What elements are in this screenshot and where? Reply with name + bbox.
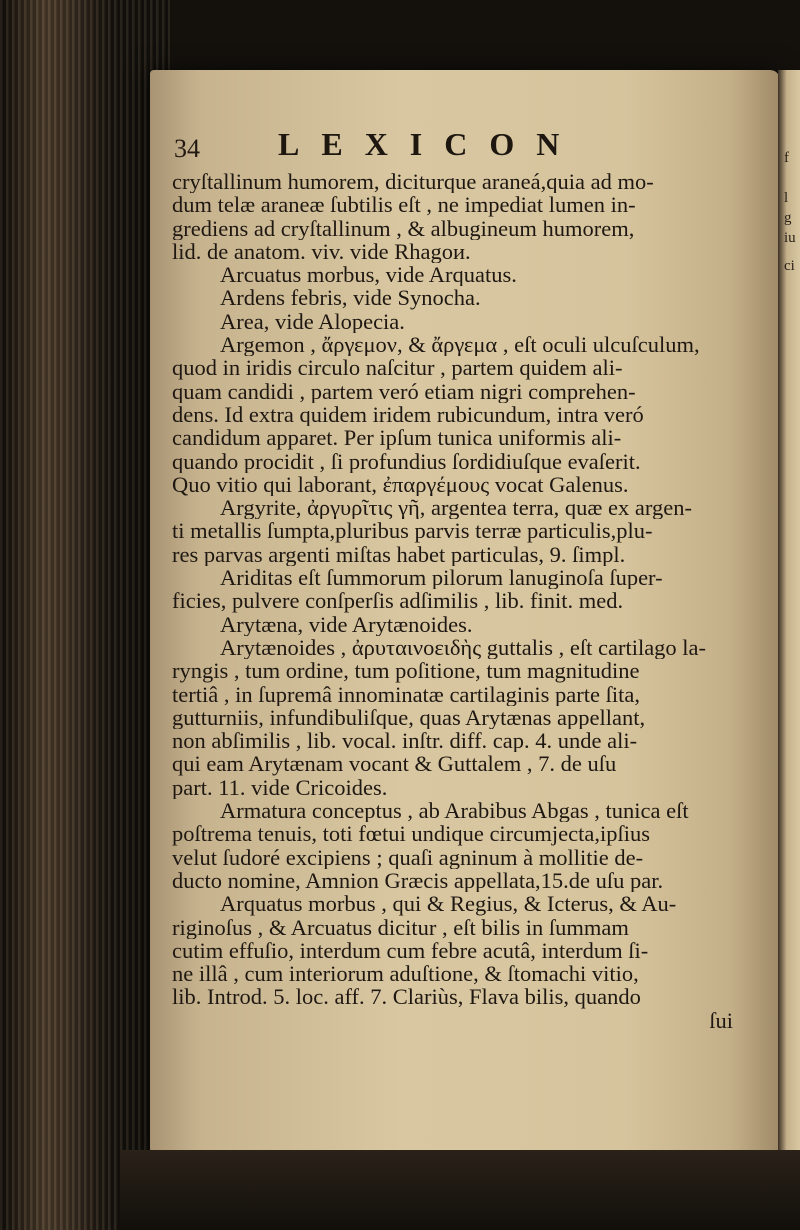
margin-fragment: iu <box>784 230 796 246</box>
entry-arytaenoides: Arytænoides , ἀρυταινοειδὴς guttalis , eſt cartilago la- <box>220 635 707 660</box>
entry-arytaena: Arytæna, vide Arytænoides. <box>220 612 473 636</box>
running-title: LEXICON <box>278 126 582 162</box>
text-line: lib. Introd. 5. loc. aff. 7. Clariùs, Flava bilis, quando <box>172 985 641 1009</box>
text-line: ficies, pulvere conſperſis adſimilis , lib. finit. med. <box>172 589 624 613</box>
entry-argyrite: Argyrite, ἀργυρῖτις γῆ, argentea terra, quæ ex argen- <box>220 496 692 520</box>
page-body-text <box>172 170 747 1032</box>
catchword: ſui <box>709 1008 733 1032</box>
text-line: ti metallis ſumpta,pluribus parvis terræ particulis,plu- <box>172 519 653 543</box>
book-edge-pages <box>0 0 170 1230</box>
text-line: lid. de anatom. viv. vide Rhagoи. <box>172 239 471 264</box>
margin-fragment: f <box>784 150 789 166</box>
book-page <box>150 70 780 1160</box>
facing-page-edge <box>778 70 800 1160</box>
text-line: dens. Id extra quidem iridem rubicundum, intra veró <box>172 402 644 427</box>
text-line: cryſtallinum humorem, diciturque araneá,quia ad mo- <box>172 170 654 194</box>
text-line: ducto nomine, Amnion Græcis appellata,15.de uſu par. <box>172 868 664 893</box>
entry-argemon: Argemon , ἄργεμον, & ἄργεμα , eſt oculi ulcuſculum, <box>220 333 700 357</box>
scan-bottom-shadow <box>120 1150 800 1230</box>
entry-arquatus: Arquatus morbus , qui & Regius, & Icterus, & Au- <box>220 892 677 916</box>
text-line: ne illâ , cum interiorum aduſtione, & ſtomachi vitio, <box>172 962 639 986</box>
entry-ardens: Ardens febris, vide Synocha. <box>220 286 481 310</box>
text-line: dum telæ araneæ ſubtilis eſt , ne impediat lumen in- <box>172 193 636 217</box>
text-line: quam candidi , partem veró etiam nigri comprehen- <box>172 379 636 403</box>
text-line: grediens ad cryſtallinum , & albugineum humorem, <box>172 216 635 240</box>
text-line: non abſimilis , lib. vocal. inſtr. diff. cap. 4. unde ali- <box>172 729 638 753</box>
text-line: cutim effuſio, interdum cum febre acutâ, interdum ſi- <box>172 938 649 963</box>
text-line: poſtrema tenuis, toti fœtui undique circumjecta,ipſius <box>172 822 651 846</box>
entry-armatura: Armatura conceptus , ab Arabibus Abgas , tunica eſt <box>220 799 689 823</box>
margin-fragment: g <box>784 210 792 226</box>
text-line: riginoſus , & Arcuatus dicitur , eſt bilis in ſummam <box>172 915 629 939</box>
text-line: quod in iridis circulo naſcitur , partem quidem ali- <box>172 356 623 380</box>
entry-area: Area, vide Alopecia. <box>220 309 405 334</box>
text-line: res parvas argenti miſtas habet particulas, 9. ſimpl. <box>172 542 626 567</box>
text-line: quando procidit , ſi profundius ſordidiuſque evaſerit. <box>172 449 641 473</box>
text-line: tertiâ , in ſupremâ innominatæ cartilaginis parte ſita, <box>172 682 640 706</box>
margin-fragment: ci <box>784 258 795 274</box>
text-line: part. 11. vide Cricoides. <box>172 775 388 800</box>
entry-arcuatus: Arcuatus morbus, vide Arquatus. <box>220 263 517 287</box>
entry-ariditas: Ariditas eſt ſummorum pilorum lanuginoſa ſuper- <box>220 566 663 590</box>
text-line: ryngis , tum ordine, tum poſitione, tum magnitudine <box>172 659 640 683</box>
text-line: qui eam Arytænam vocant & Guttalem , 7. de uſu <box>172 752 617 776</box>
text-line: candidum apparet. Per ipſum tunica uniformis ali- <box>172 426 622 450</box>
text-line: Quo vitio qui laborant, ἐπαργέμους vocat Galenus. <box>172 472 629 497</box>
margin-fragment: l <box>784 190 789 206</box>
text-line: gutturniis, infundibuliſque, quas Arytænas appellant, <box>172 705 646 730</box>
page-number: 34 <box>174 134 200 163</box>
page-header <box>174 126 734 166</box>
text-line: velut ſudoré excipiens ; quaſi agninum à mollitie de- <box>172 845 644 869</box>
